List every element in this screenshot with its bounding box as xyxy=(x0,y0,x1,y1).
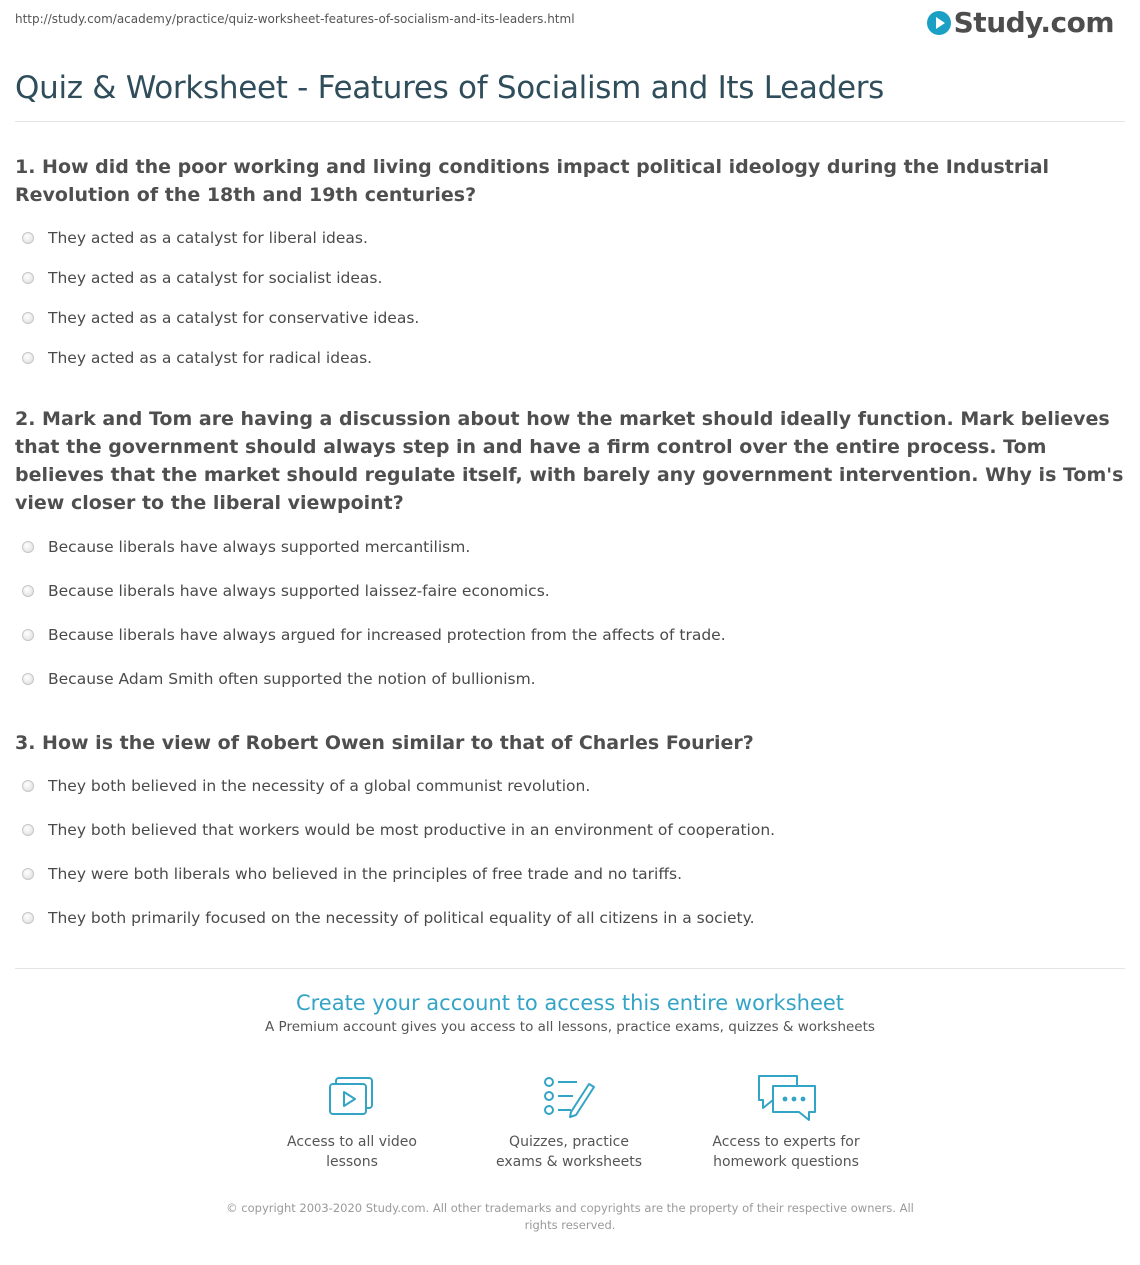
radio-icon[interactable] xyxy=(22,312,34,324)
page-url: http://study.com/academy/practice/quiz-worksheet-features-of-socialism-and-its-leaders.html xyxy=(15,12,575,26)
question-3 xyxy=(15,729,1125,928)
radio-icon[interactable] xyxy=(22,868,34,880)
answer-option[interactable] xyxy=(15,625,1125,645)
feature-video-lessons xyxy=(252,1072,452,1172)
answer-option[interactable] xyxy=(15,308,1125,328)
quiz-checklist-icon xyxy=(541,1072,597,1122)
section-divider xyxy=(15,968,1125,969)
radio-icon[interactable] xyxy=(22,272,34,284)
answer-label: They acted as a catalyst for liberal ideas. xyxy=(48,229,368,247)
answer-option[interactable] xyxy=(15,537,1125,557)
chat-bubbles-icon xyxy=(753,1072,819,1122)
logo-text: Study.com xyxy=(953,6,1114,39)
question-text: 3. How is the view of Robert Owen similar to that of Charles Fourier? xyxy=(15,732,754,754)
answer-label: They both primarily focused on the necessity of political equality of all citizens in a society. xyxy=(48,909,755,927)
question-1 xyxy=(15,153,1125,368)
question-text: 1. How did the poor working and living conditions impact political ideology during the Industrial Revolution of the 18th and 19th centuries? xyxy=(15,156,1050,206)
answer-label: They acted as a catalyst for socialist ideas. xyxy=(48,269,383,287)
cta-subtitle: A Premium account gives you access to all lessons, practice exams, quizzes & worksheets xyxy=(265,1019,875,1035)
answer-option[interactable] xyxy=(15,348,1125,368)
radio-icon[interactable] xyxy=(22,673,34,685)
radio-icon[interactable] xyxy=(22,352,34,364)
video-lessons-icon xyxy=(324,1072,380,1122)
radio-icon[interactable] xyxy=(22,585,34,597)
feature-label: Access to experts for homework questions xyxy=(712,1134,860,1170)
feature-experts xyxy=(686,1072,886,1172)
play-logo-icon xyxy=(927,11,951,35)
question-2 xyxy=(15,405,1125,689)
answer-label: Because liberals have always supported mercantilism. xyxy=(48,538,471,556)
answer-option[interactable] xyxy=(15,268,1125,288)
answer-label: Because liberals have always supported laissez-faire economics. xyxy=(48,582,550,600)
answer-option[interactable] xyxy=(15,228,1125,248)
title-divider xyxy=(15,121,1125,122)
radio-icon[interactable] xyxy=(22,541,34,553)
answer-option[interactable] xyxy=(15,908,1125,928)
page-title: Quiz & Worksheet - Features of Socialism and Its Leaders xyxy=(15,70,885,106)
answer-label: They both believed that workers would be most productive in an environment of cooperation. xyxy=(48,821,776,839)
answer-label: They acted as a catalyst for conservative ideas. xyxy=(48,309,420,327)
answer-label: They acted as a catalyst for radical ideas. xyxy=(48,349,373,367)
answer-option[interactable] xyxy=(15,581,1125,601)
cta-title[interactable]: Create your account to access this entire worksheet xyxy=(295,991,845,1015)
radio-icon[interactable] xyxy=(22,824,34,836)
radio-icon[interactable] xyxy=(22,629,34,641)
copyright-notice: © copyright 2003-2020 Study.com. All other trademarks and copyrights are the property of their respective owners. All rights reserved. xyxy=(226,1201,914,1232)
answer-label: They were both liberals who believed in the principles of free trade and no tariffs. xyxy=(48,865,683,883)
answer-option[interactable] xyxy=(15,669,1125,689)
feature-label: Access to all video lessons xyxy=(287,1134,417,1170)
radio-icon[interactable] xyxy=(22,780,34,792)
feature-quizzes xyxy=(469,1072,669,1172)
radio-icon[interactable] xyxy=(22,912,34,924)
feature-label: Quizzes, practice exams & worksheets xyxy=(495,1134,643,1170)
premium-cta xyxy=(0,991,1140,1035)
answer-label: They both believed in the necessity of a global communist revolution. xyxy=(48,777,591,795)
answer-label: Because liberals have always argued for increased protection from the affects of trade. xyxy=(48,626,726,644)
answer-option[interactable] xyxy=(15,864,1125,884)
answer-option[interactable] xyxy=(15,820,1125,840)
question-text: 2. Mark and Tom are having a discussion about how the market should ideally function. Mark believes that the government should always step in and have a firm control over the entire process. Tom believes that the market should regulate itself, with barely any government intervention. Why is Tom's view closer to the liberal viewpoint? xyxy=(15,408,1124,514)
study-logo[interactable] xyxy=(927,6,1114,39)
answer-option[interactable] xyxy=(15,776,1125,796)
answer-label: Because Adam Smith often supported the notion of bullionism. xyxy=(48,670,536,688)
radio-icon[interactable] xyxy=(22,232,34,244)
